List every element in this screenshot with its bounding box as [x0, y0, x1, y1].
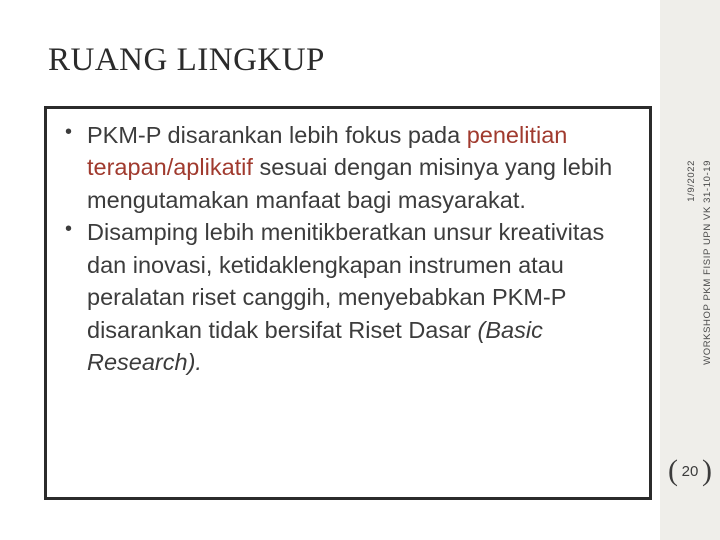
bullet-2-segment-1: Disamping lebih menitikberatkan unsur kreativitas dan inovasi, ketidaklengkapan instrumen atau peralatan riset canggih, menyebabkan PKM-P disarankan tidak bersifat Riset Dasar: [87, 219, 605, 343]
bullet-2-segment-2-italic: (Basic Research).: [87, 316, 543, 375]
content-box: [44, 106, 652, 500]
sidebar-vertical-text: WORKSHOP PKM FISIP UPN VK 31-10-19: [702, 160, 713, 365]
page-title: RUANG LINGKUP: [48, 42, 325, 78]
bullet-1-segment-1: PKM-P disarankan lebih fokus pada: [87, 122, 467, 148]
page-number: 20: [681, 462, 699, 480]
bullet-list: [57, 119, 635, 378]
bracket-left-icon: (: [668, 454, 678, 487]
page-number-badge: [668, 454, 712, 488]
sidebar: [660, 0, 720, 540]
list-item: [57, 119, 635, 216]
sidebar-vertical-date: 1/9/2022: [686, 160, 697, 202]
bracket-right-icon: ): [702, 454, 712, 487]
list-item: [57, 216, 635, 378]
bullet-1-segment-2-highlight: penelitian terapan/aplikatif: [87, 122, 568, 181]
bullet-1-segment-3: sesuai dengan misinya yang lebih mengutamakan manfaat bagi masyarakat.: [87, 154, 613, 213]
